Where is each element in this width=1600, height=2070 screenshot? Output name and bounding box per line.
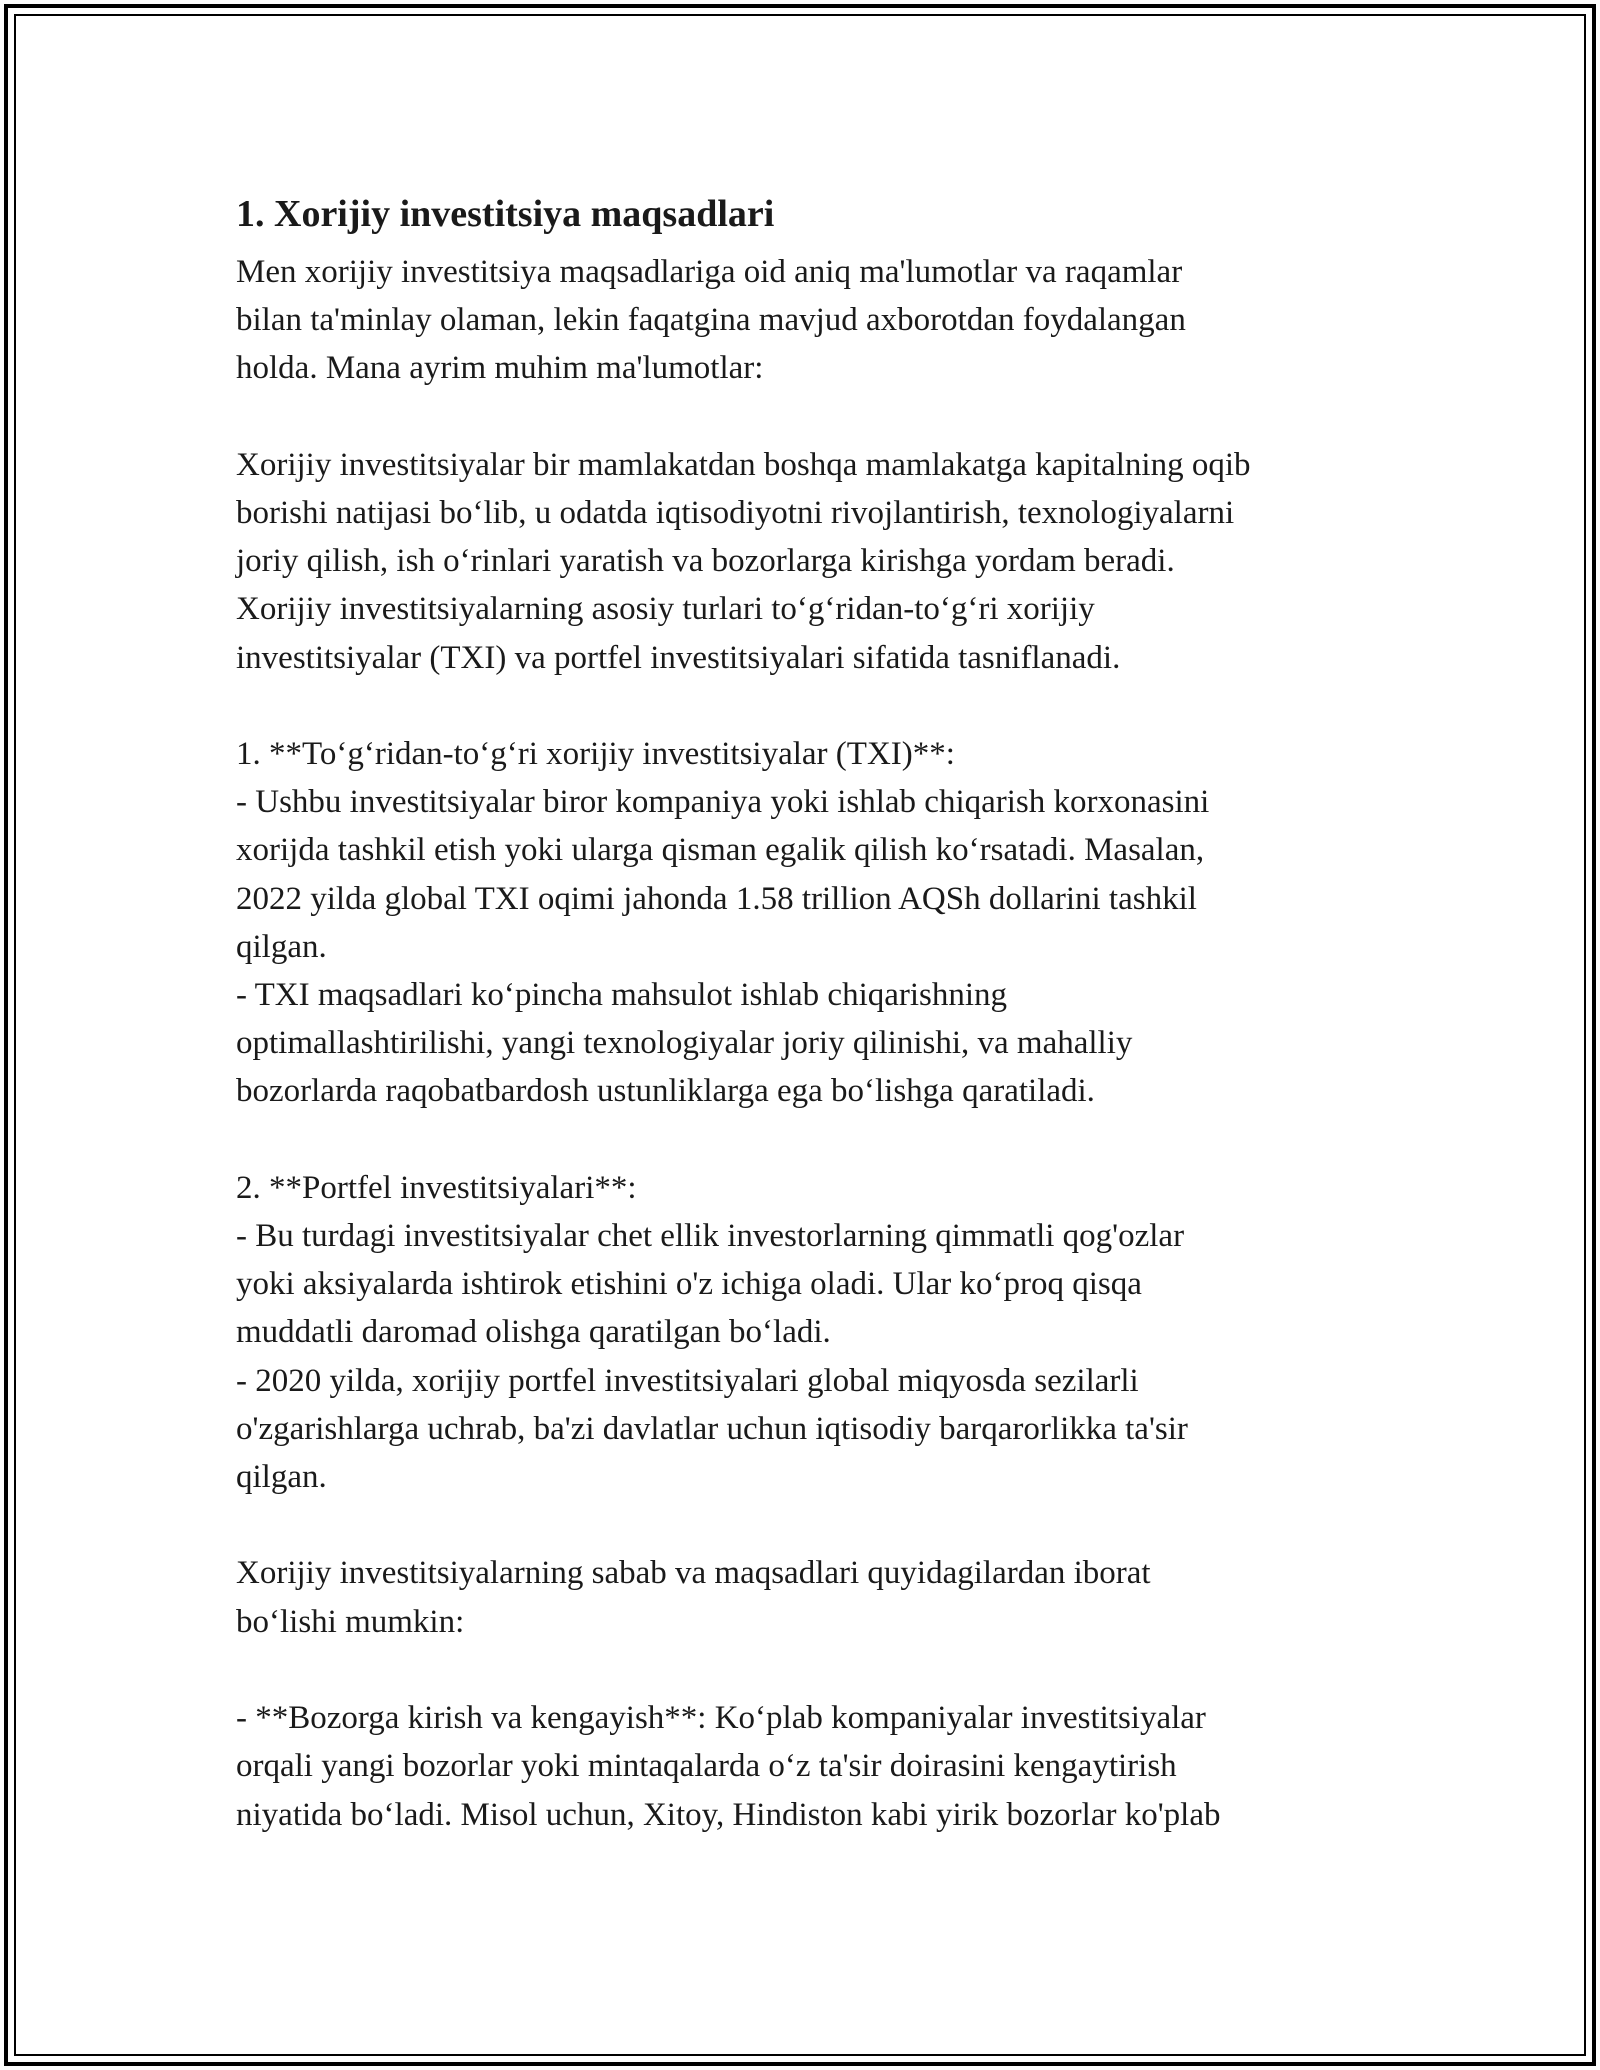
document-body: Men xorijiy investitsiya maqsadlariga oid aniq ma'lumotlar va raqamlar bilan ta'minlay olaman, lekin faqatgina mavjud axborotdan foydalangan holda. Mana ayrim muhim ma'lumotlar: Xorijiy investitsiyalar bir mamlakatdan boshqa mamlakatga kapitalning oqib borishi natijasi bo‘lib, u odatda iqtisodiyotni rivojlantirish, texnologiyalarni joriy qilish, ish o‘rinlari yaratish va bozorlarga kirishga yordam beradi. Xorijiy investitsiyalarning asosiy turlari to‘g‘ridan-to‘g‘ri xorijiy investitsiyalar (TXI) va portfel investitsiyalari sifatida tasniflanadi. 1. **To‘g‘ridan-to‘g‘ri xorijiy investitsiyalar (TXI)**: - Ushbu investitsiyalar biror kompaniya yoki ishlab chiqarish korxonasini xorijda tashkil etish yoki ularga qisman egalik qilish ko‘rsatadi. Masalan, 2022 yilda global TXI oqimi jahonda 1.58 trillion AQSh dollarini tashkil qilgan. - TXI maqsadlari ko‘pincha mahsulot ishlab chiqarishning optimallashtirilishi, yangi texnologiyalar joriy qilinishi, va mahalliy bozorlarda raqobatbardosh ustunliklarga ega bo‘lishga qaratiladi. 2. **Portfel investitsiyalari**: - Bu turdagi investitsiyalar chet ellik investorlarning qimmatli qog'ozlar yoki aksiyalarda ishtirok etishini o'z ichiga oladi. Ular ko‘proq qisqa muddatli daromad olishga qaratilgan bo‘ladi. - 2020 yilda, xorijiy portfel investitsiyalari global miqyosda sezilarli o'zgarishlarga uchrab, ba'zi davlatlar uchun iqtisodiy barqarorlikka ta'sir qilgan. Xorijiy investitsiyalarning sabab va maqsadlari quyidagilardan iborat bo‘lishi mumkin: - **Bozorga kirish va kengayish**: Ko‘plab kompaniyalar investitsiyalar orqali yangi bozorlar yoki mintaqalarda o‘z ta'sir doirasini kengaytirish niyatida bo‘ladi. Misol uchun, Xitoy, Hindiston kabi yirik bozorlar ko'plab <box>236 254 1251 1833</box>
document-heading: 1. Xorijiy investitsiya maqsadlari <box>236 193 775 235</box>
document-content <box>236 188 1386 1839</box>
